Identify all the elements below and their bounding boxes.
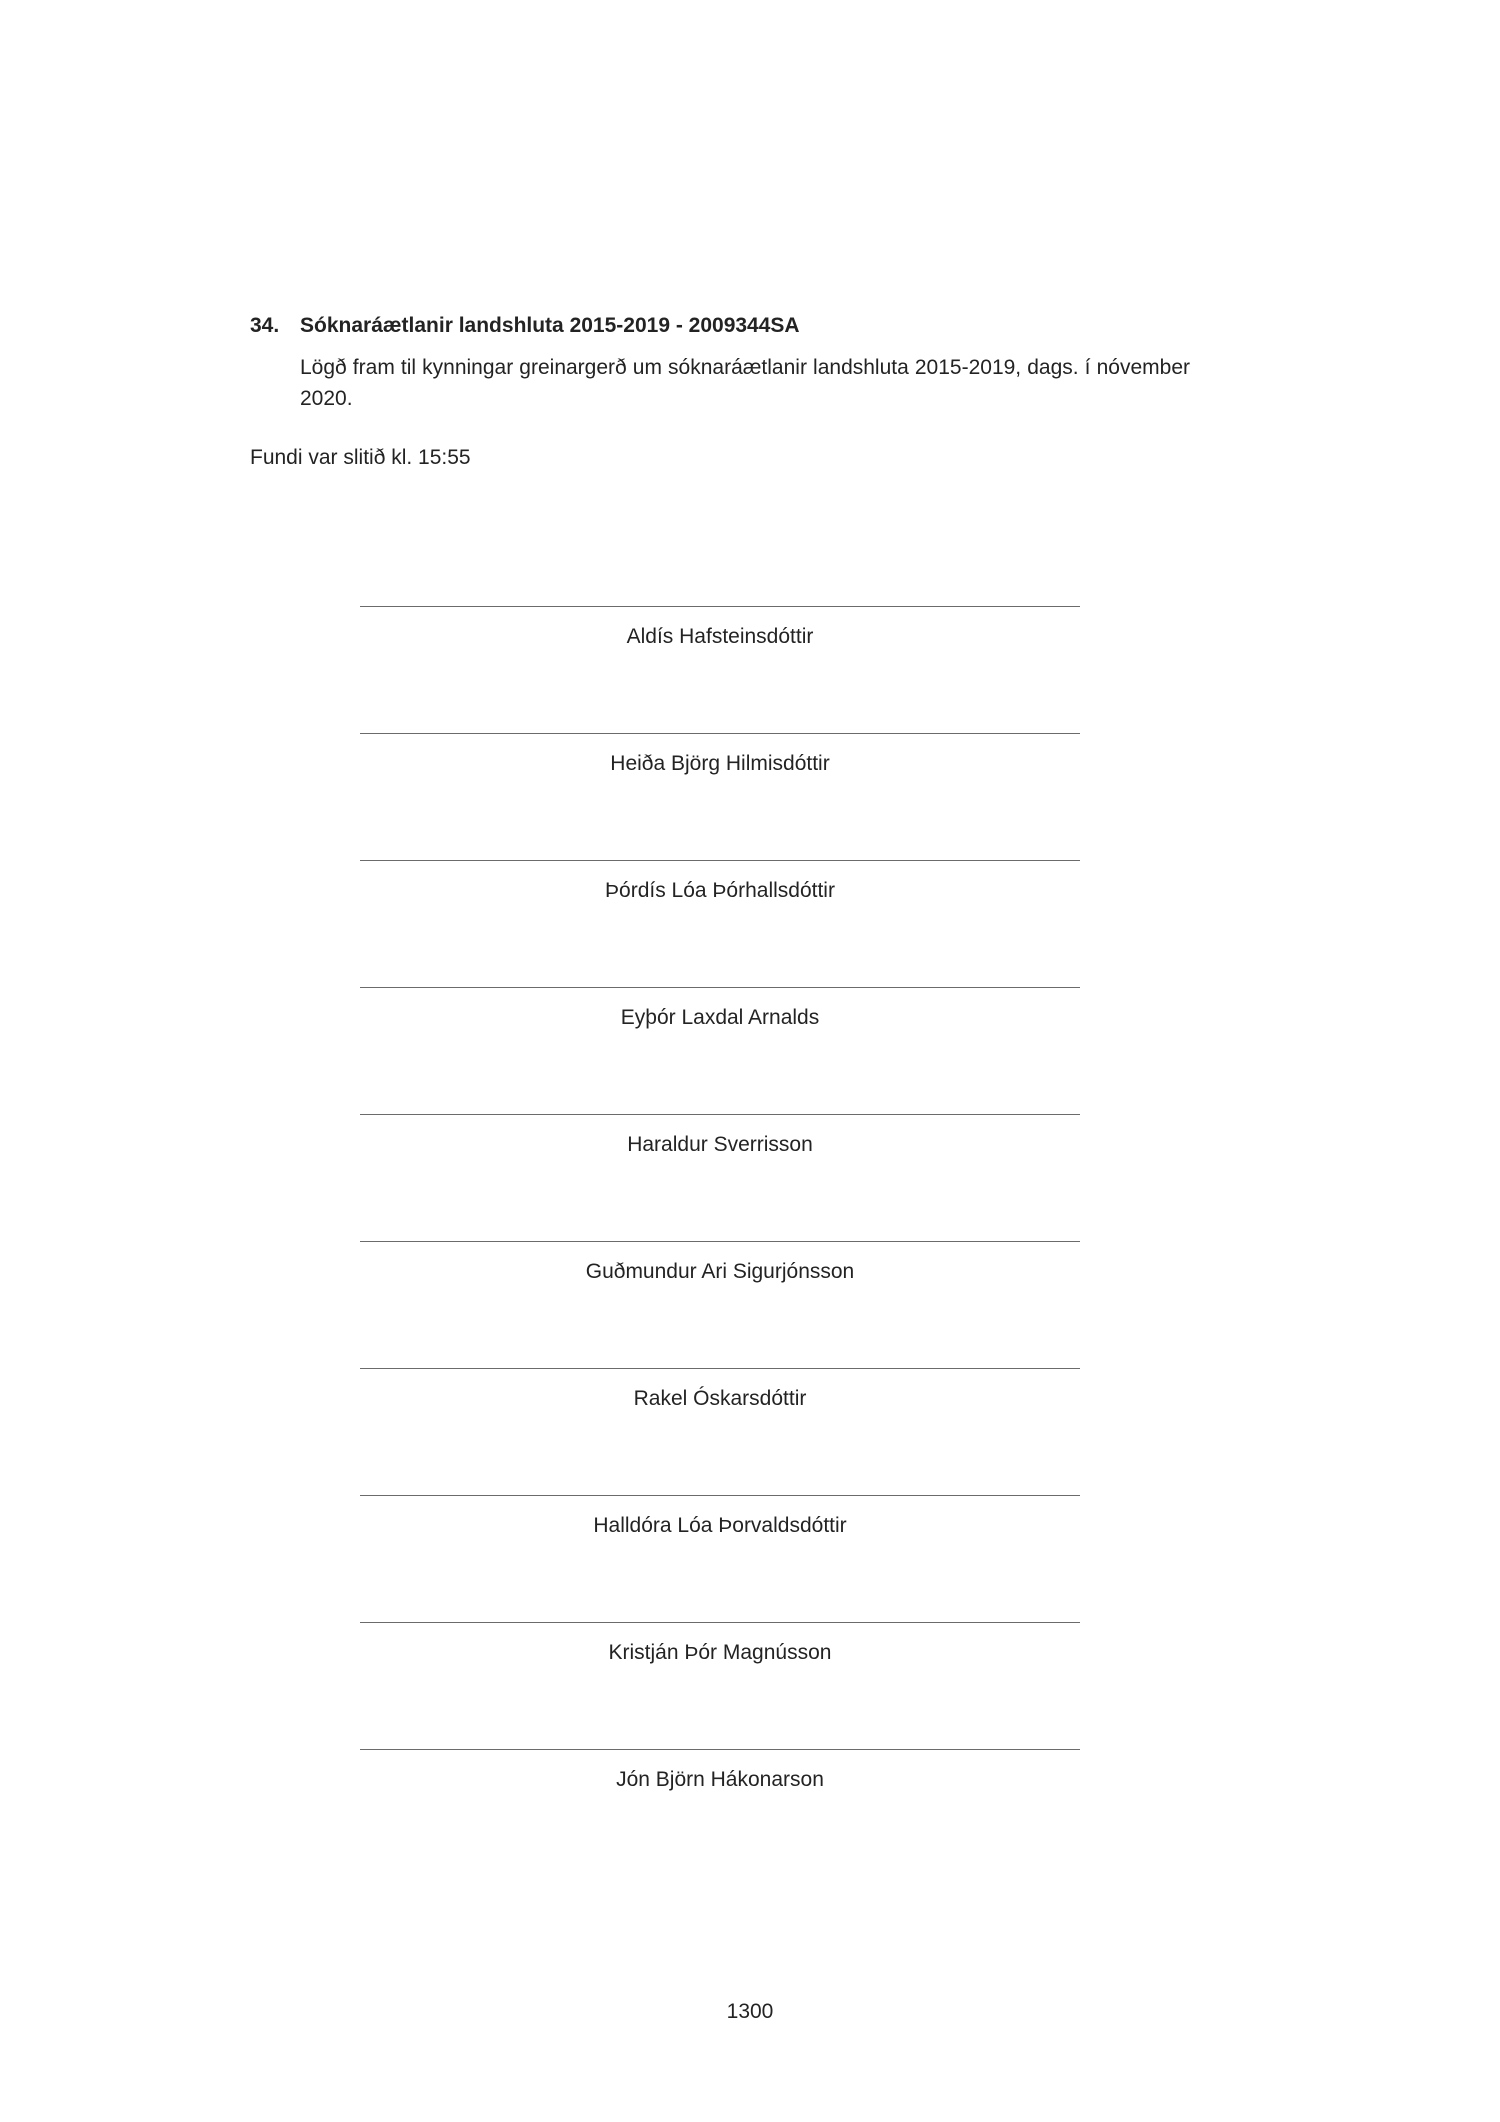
section-title: Sóknaráætlanir landshluta 2015-2019 - 2009344SA <box>300 314 800 337</box>
signature-name: Jón Björn Hákonarson <box>616 1768 824 1791</box>
section-heading <box>250 312 1250 340</box>
signature-line <box>360 987 1080 988</box>
signature-block <box>360 606 1080 733</box>
signature-name: Guðmundur Ari Sigurjónsson <box>585 1260 855 1283</box>
signature-line <box>360 1241 1080 1242</box>
signature-block <box>360 1241 1080 1368</box>
page-number: 1300 <box>726 2000 774 2023</box>
section-number: 34. <box>250 314 280 337</box>
section-paragraph: Lögð fram til kynningar greinargerð um sóknaráætlanir landshluta 2015-2019, dags. í nóvember 2020. <box>300 356 1190 410</box>
signature-line <box>360 1749 1080 1750</box>
signature-name: Aldís Hafsteinsdóttir <box>626 625 814 648</box>
signature-line <box>360 1368 1080 1369</box>
signature-name: Eyþór Laxdal Arnalds <box>620 1006 820 1029</box>
signature-block <box>360 733 1080 860</box>
signature-line <box>360 606 1080 607</box>
signature-name: Heiða Björg Hilmisdóttir <box>610 752 830 775</box>
signature-block <box>360 860 1080 987</box>
signature-name: Rakel Óskarsdóttir <box>633 1387 807 1410</box>
signature-line <box>360 1114 1080 1115</box>
signature-list <box>360 606 1080 1876</box>
signature-name: Haraldur Sverrisson <box>627 1133 813 1156</box>
signature-line <box>360 860 1080 861</box>
signature-block <box>360 1622 1080 1749</box>
signature-block <box>360 1114 1080 1241</box>
signature-block <box>360 987 1080 1114</box>
signature-name: Þórdís Lóa Þórhallsdóttir <box>605 879 835 902</box>
signature-name: Kristján Þór Magnússon <box>608 1641 832 1664</box>
signature-line <box>360 1495 1080 1496</box>
closing-statement: Fundi var slitið kl. 15:55 <box>250 446 471 469</box>
signature-line <box>360 733 1080 734</box>
signature-line <box>360 1622 1080 1623</box>
signature-block <box>360 1749 1080 1876</box>
signature-name: Halldóra Lóa Þorvaldsdóttir <box>593 1514 847 1537</box>
signature-block <box>360 1495 1080 1622</box>
signature-block <box>360 1368 1080 1495</box>
